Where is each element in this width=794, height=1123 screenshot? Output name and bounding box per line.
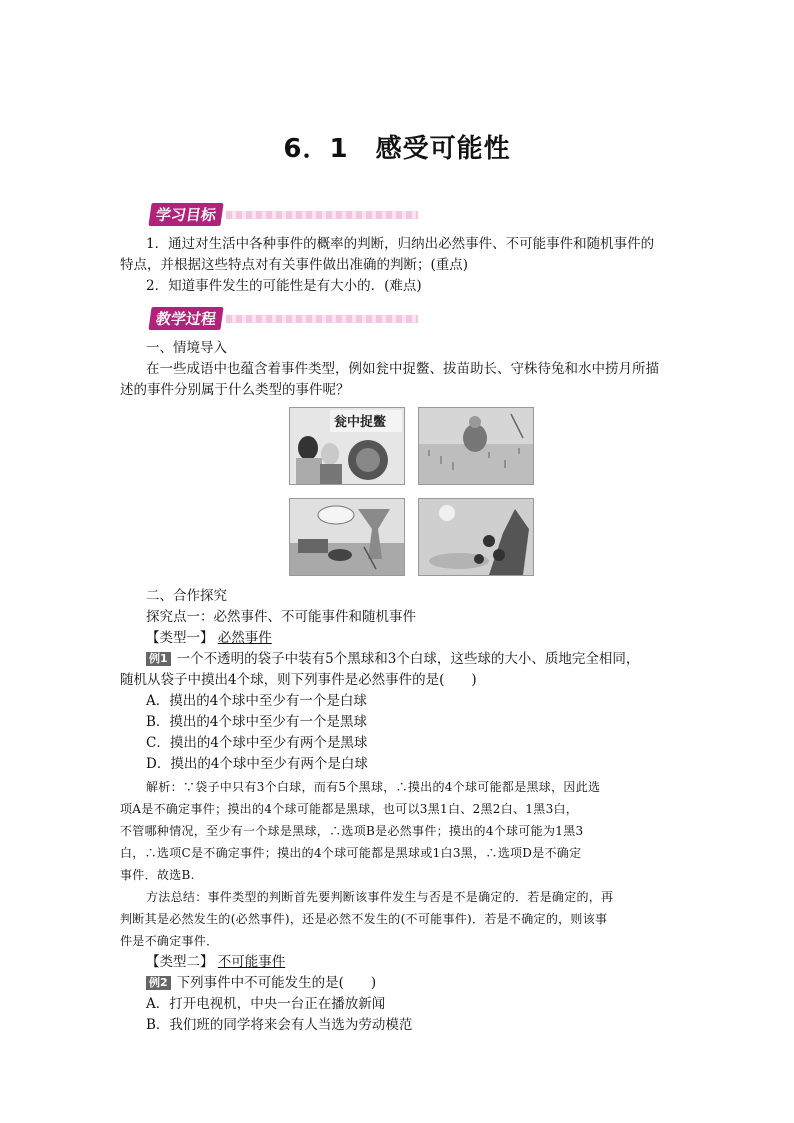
solution-line-3: 不管哪种情况，至少有一个球是黑球，∴选项B是必然事件；摸出的4个球可能为1黑3 xyxy=(120,824,584,838)
solution-line-4: 白，∴选项C是不确定事件；摸出的4个球可能都是黑球或1白3黑，∴选项D是不确定 xyxy=(120,846,582,860)
illustration-pulling-seedlings xyxy=(418,407,534,485)
summary-line-1: 方法总结：事件类型的判断首先要判断该事件发生与否是不是确定的．若是确定的，再 xyxy=(146,890,614,904)
example-badge: 例1 xyxy=(146,652,171,666)
illustration-waiting-by-stump xyxy=(289,498,405,576)
section-bar xyxy=(226,211,418,219)
example-2-option-a: A．打开电视机，中央一台正在播放新闻 xyxy=(146,996,386,1012)
example-text: 一个不透明的袋子中装有5个黑球和3个白球，这些球的大小、质地完全相同， xyxy=(176,651,640,667)
section-bar xyxy=(226,315,418,323)
intro-line-1: 在一些成语中也蕴含着事件类型，例如瓮中捉鳖、拔苗助长、守株待兔和水中捞月所描 xyxy=(146,361,659,377)
example-text: 下列事件中不可能发生的是( ) xyxy=(176,975,377,991)
page-title: 6．1 感受可能性 xyxy=(283,134,511,164)
goal-1-line-2: 特点，并根据这些特点对有关事件做出准确的判断；(重点) xyxy=(120,257,469,273)
part-2-heading: 二、合作探究 xyxy=(146,588,227,604)
inquiry-point-1: 探究点一：必然事件、不可能事件和随机事件 xyxy=(146,609,416,625)
type-name: 不可能事件 xyxy=(217,954,286,970)
illustration-monkeys-scooping-moon xyxy=(418,498,534,576)
type-tag: 【类型一】 xyxy=(146,630,214,646)
goal-2: 2．知道事件发生的可能性是有大小的．(难点) xyxy=(146,278,422,294)
example-2-option-b: B．我们班的同学将来会有人当选为劳动模范 xyxy=(146,1017,413,1033)
type-name: 必然事件 xyxy=(217,630,272,646)
illustration-turtle-in-jar xyxy=(289,407,405,485)
example-2-question xyxy=(146,973,706,993)
part-1-heading: 一、情境导入 xyxy=(146,340,227,356)
option-a: A．摸出的4个球中至少有一个是白球 xyxy=(146,693,367,709)
section-label: 学习目标 xyxy=(148,203,223,226)
goal-1-line-1: 1．通过对生活中各种事件的概率的判断，归纳出必然事件、不可能事件和随机事件的 xyxy=(146,236,655,252)
option-b: B．摸出的4个球中至少有一个是黑球 xyxy=(146,714,368,730)
summary-line-2: 判断其是必然发生的(必然事件)，还是必然不发生的(不可能事件)．若是不确定的，则该事 xyxy=(120,912,608,926)
solution-line-2: 项A是不确定事件；摸出的4个球可能都是黑球，也可以3黑1白、2黑2白、1黑3白， xyxy=(120,802,579,816)
example-badge: 例2 xyxy=(146,976,171,990)
summary-line-3: 件是不确定事件． xyxy=(120,934,219,948)
illustration-caption: 瓮中捉鳖 xyxy=(334,415,387,430)
type-tag: 【类型二】 xyxy=(146,954,214,970)
intro-line-2: 述的事件分别属于什么类型的事件呢？ xyxy=(120,382,350,398)
example-1-line-2: 随机从袋子中摸出4个球，则下列事件是必然事件的是( ) xyxy=(120,672,477,688)
example-1-line-1 xyxy=(146,649,706,669)
option-c: C．摸出的4个球中至少有两个是黑球 xyxy=(146,735,368,751)
option-d: D．摸出的4个球中至少有两个是白球 xyxy=(146,756,368,772)
section-label: 教学过程 xyxy=(148,307,223,330)
type-2-heading xyxy=(146,952,706,972)
type-1-heading xyxy=(146,628,706,648)
solution-line-1: 解析：∵袋子中只有3个白球，而有5个黑球，∴摸出的4个球可能都是黑球，因此选 xyxy=(146,780,601,794)
solution-line-5: 事件．故选B. xyxy=(120,868,195,882)
section-header-goals xyxy=(146,203,418,225)
section-header-process xyxy=(146,307,418,329)
